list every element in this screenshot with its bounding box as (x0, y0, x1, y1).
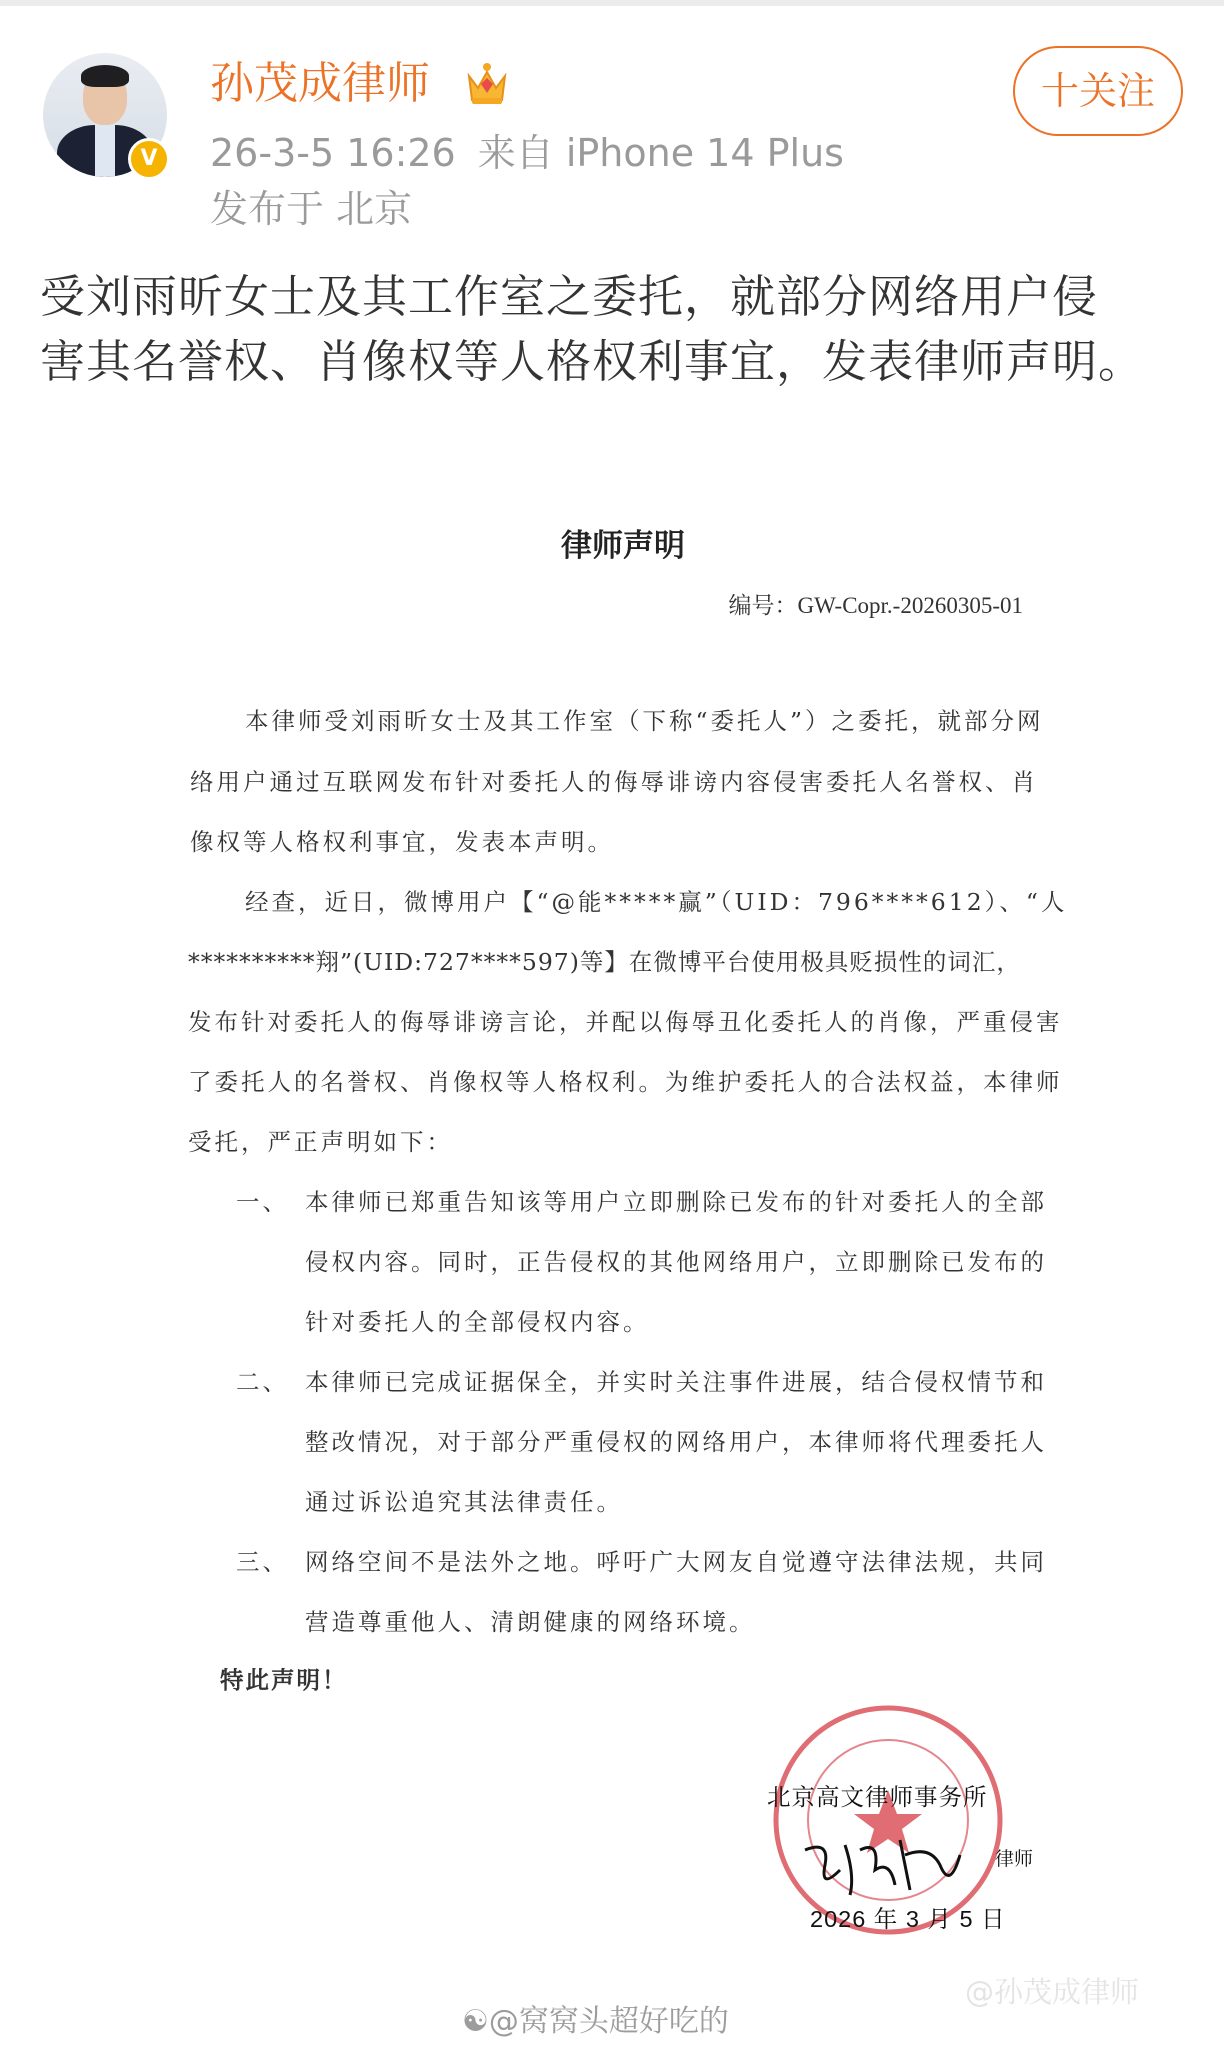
doc-line: 发布针对委托人的侮辱诽谤言论，并配以侮辱丑化委托人的肖像，严重侵害 (188, 1008, 1063, 1036)
doc-line: 针对委托人的全部侵权内容。 (305, 1308, 650, 1336)
post-location: 发布于 北京 (210, 187, 413, 231)
document-title: 律师声明 (561, 528, 685, 564)
post-text-line: 受刘雨昕女士及其工作室之委托，就部分网络用户侵 (40, 270, 1099, 323)
list-marker: 三、 (236, 1548, 289, 1576)
weibo-logo-icon: ☯ (462, 2004, 489, 2039)
list-marker: 二、 (236, 1368, 289, 1396)
doc-line: 了委托人的名誉权、肖像权等人格权利。为维护委托人的合法权益，本律师 (188, 1068, 1063, 1096)
list-marker: 一、 (236, 1188, 289, 1216)
doc-line: 经查，近日，微博用户【“@能*****赢”（UID：796****612）、“人 (245, 888, 1068, 916)
doc-line: 本律师已郑重告知该等用户立即删除已发布的针对委托人的全部 (305, 1188, 1047, 1216)
closing-text: 特此声明！ (220, 1666, 348, 1694)
author-name[interactable]: 孙茂成律师 (210, 58, 430, 109)
crown-member-icon (463, 60, 511, 108)
law-firm-seal (770, 1702, 1006, 1938)
top-divider (0, 0, 1224, 6)
document-date: 2026 年 3 月 5 日 (810, 1906, 1006, 1932)
post-source: 来自 iPhone 14 Plus (477, 131, 844, 175)
follow-button[interactable]: 十关注 (1013, 46, 1183, 136)
doc-line: 侵权内容。同时，正告侵权的其他网络用户，立即删除已发布的 (305, 1248, 1047, 1276)
doc-line: 通过诉讼追究其法律责任。 (305, 1488, 623, 1516)
doc-line: 本律师已完成证据保全，并实时关注事件进展，结合侵权情节和 (305, 1368, 1047, 1396)
doc-line: 像权等人格权利事宜，发表本声明。 (190, 828, 614, 856)
verified-badge-icon: V (128, 138, 170, 180)
doc-line: 络用户通过互联网发布针对委托人的侮辱诽谤内容侵害委托人名誉权、肖 (190, 768, 1038, 796)
lawyer-suffix: 律师 (995, 1848, 1034, 1870)
doc-line: 整改情况，对于部分严重侵权的网络用户，本律师将代理委托人 (305, 1428, 1047, 1456)
doc-line: 受托，严正声明如下： (188, 1128, 453, 1156)
document-number: 编号：GW-Copr.-20260305-01 (728, 593, 1023, 618)
author-watermark: @孙茂成律师 (965, 1975, 1140, 2009)
post-meta (210, 131, 866, 177)
doc-line: **********翔”(UID:727****597)等】在微博平台使用极具贬损性的词汇， (188, 948, 1021, 976)
lawyer-signature (800, 1830, 990, 1900)
doc-line: 营造尊重他人、清朗健康的网络环境。 (305, 1608, 756, 1636)
post-text-line: 害其名誉权、肖像权等人格权利事宜，发表律师声明。 (40, 335, 1145, 388)
post-timestamp: 26-3-5 16:26 (210, 131, 456, 175)
doc-line: 本律师受刘雨昕女士及其工作室（下称“委托人”）之委托，就部分网 (245, 707, 1044, 735)
reposter-watermark-text: @窝窝头超好吃的 (488, 2004, 729, 2039)
reposter-watermark (462, 2004, 729, 2040)
doc-line: 网络空间不是法外之地。呼吁广大网友自觉遵守法律法规，共同 (305, 1548, 1047, 1576)
firm-name: 北京高文律师事务所 (767, 1783, 988, 1811)
